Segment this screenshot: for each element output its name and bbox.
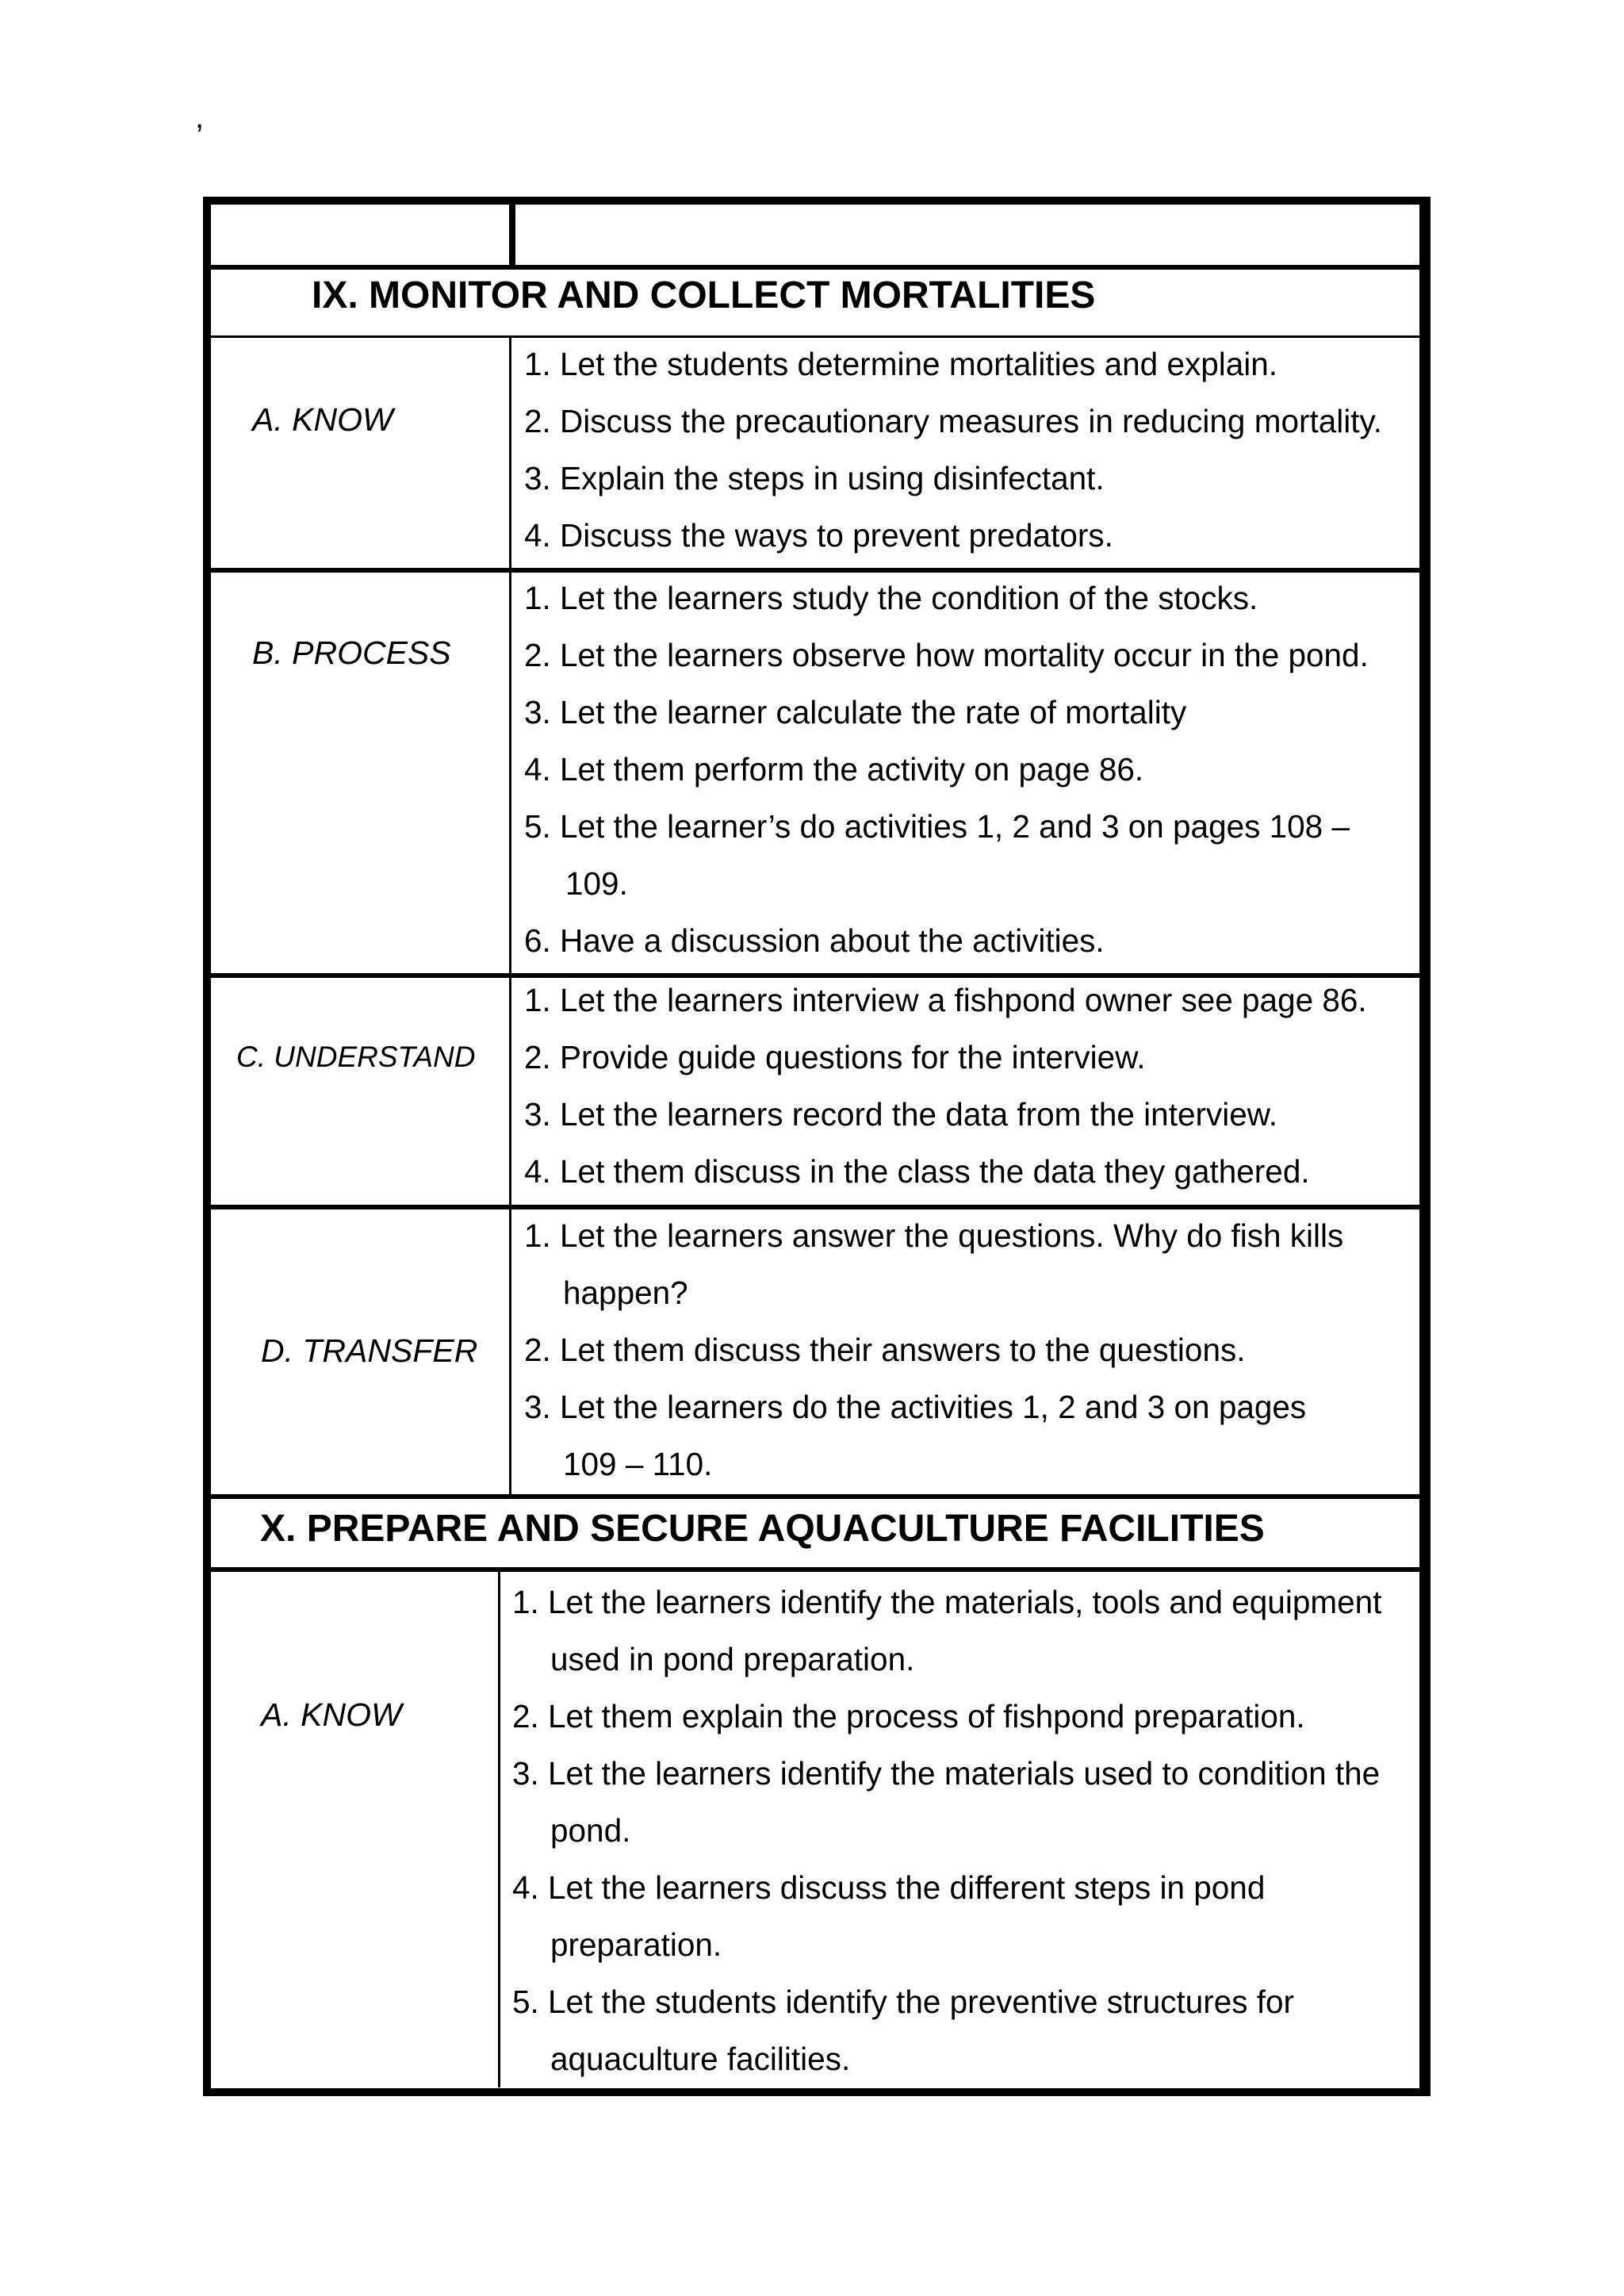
section-title-ix: IX. MONITOR AND COLLECT MORTALITIES	[312, 274, 1096, 316]
list-item: 1. Let the learners answer the questions. Why do fish kills	[524, 1217, 1344, 1254]
list-item: 5. Let the students identify the preventive structures for	[512, 1984, 1295, 2020]
column-divider	[509, 338, 511, 568]
list-item: 2. Let them discuss their answers to the questions.	[524, 1332, 1246, 1368]
top-row-divider	[509, 205, 515, 265]
row-separator	[211, 1205, 1419, 1209]
rule-after-top-row	[211, 265, 1419, 270]
list-item: 1. Let the learners study the condition of the stocks.	[524, 580, 1258, 616]
column-divider	[509, 978, 511, 1205]
row-separator	[211, 568, 1419, 573]
stray-mark: ,	[195, 100, 205, 135]
list-item-continuation: happen?	[563, 1274, 688, 1311]
column-divider	[509, 573, 511, 973]
row-separator	[211, 973, 1419, 978]
lesson-plan-table	[203, 197, 1431, 2096]
column-divider	[498, 1572, 500, 2087]
list-item: 2. Let them explain the process of fishpond preparation.	[512, 1698, 1305, 1734]
list-item: 4. Let them discuss in the class the data they gathered.	[524, 1153, 1310, 1190]
section-title-x: X. PREPARE AND SECURE AQUACULTURE FACILITIES	[260, 1508, 1265, 1550]
list-item: 3. Let the learners do the activities 1, 2 and 3 on pages	[524, 1389, 1307, 1425]
list-item: 1. Let the students determine mortalities and explain.	[524, 346, 1278, 382]
rule-after-section-x-title	[211, 1567, 1419, 1572]
list-item-continuation: 109 – 110.	[563, 1446, 713, 1482]
list-item: 6. Have a discussion about the activities.	[524, 922, 1105, 959]
list-item: 4. Let them perform the activity on page 86.	[524, 751, 1144, 788]
column-divider	[509, 1209, 511, 1494]
list-item-continuation: aquaculture facilities.	[550, 2041, 851, 2077]
list-item-continuation: used in pond preparation.	[550, 1641, 915, 1677]
list-item: 3. Let the learners identify the materials used to condition the	[512, 1755, 1381, 1792]
list-item-continuation: preparation.	[550, 1926, 722, 1963]
list-item: 2. Let the learners observe how mortality occur in the pond.	[524, 637, 1369, 673]
row-label-process: B. PROCESS	[252, 634, 451, 671]
list-item: 3. Let the learner calculate the rate of mortality	[524, 694, 1187, 730]
row-label-know: A. KNOW	[261, 1696, 402, 1733]
row-separator	[211, 1494, 1419, 1499]
list-item-continuation: 109.	[565, 865, 628, 902]
row-label-understand: C. UNDERSTAND	[236, 1041, 476, 1073]
list-item: 2. Provide guide questions for the interview.	[524, 1039, 1146, 1075]
list-item: 1. Let the learners interview a fishpond owner see page 86.	[524, 982, 1367, 1018]
list-item: 2. Discuss the precautionary measures in reducing mortality.	[524, 403, 1382, 439]
list-item: 3. Let the learners record the data from the interview.	[524, 1096, 1278, 1133]
list-item: 4. Discuss the ways to prevent predators.	[524, 517, 1113, 554]
row-label-know: A. KNOW	[252, 401, 393, 438]
list-item: 1. Let the learners identify the materials, tools and equipment	[512, 1584, 1382, 1620]
row-label-transfer: D. TRANSFER	[261, 1332, 478, 1369]
rule-after-section-ix-title	[211, 335, 1419, 338]
list-item: 4. Let the learners discuss the different steps in pond	[512, 1869, 1266, 1906]
list-item: 5. Let the learner’s do activities 1, 2 and 3 on pages 108 –	[524, 808, 1350, 845]
list-item-continuation: pond.	[550, 1812, 631, 1849]
list-item: 3. Explain the steps in using disinfectant.	[524, 460, 1105, 496]
